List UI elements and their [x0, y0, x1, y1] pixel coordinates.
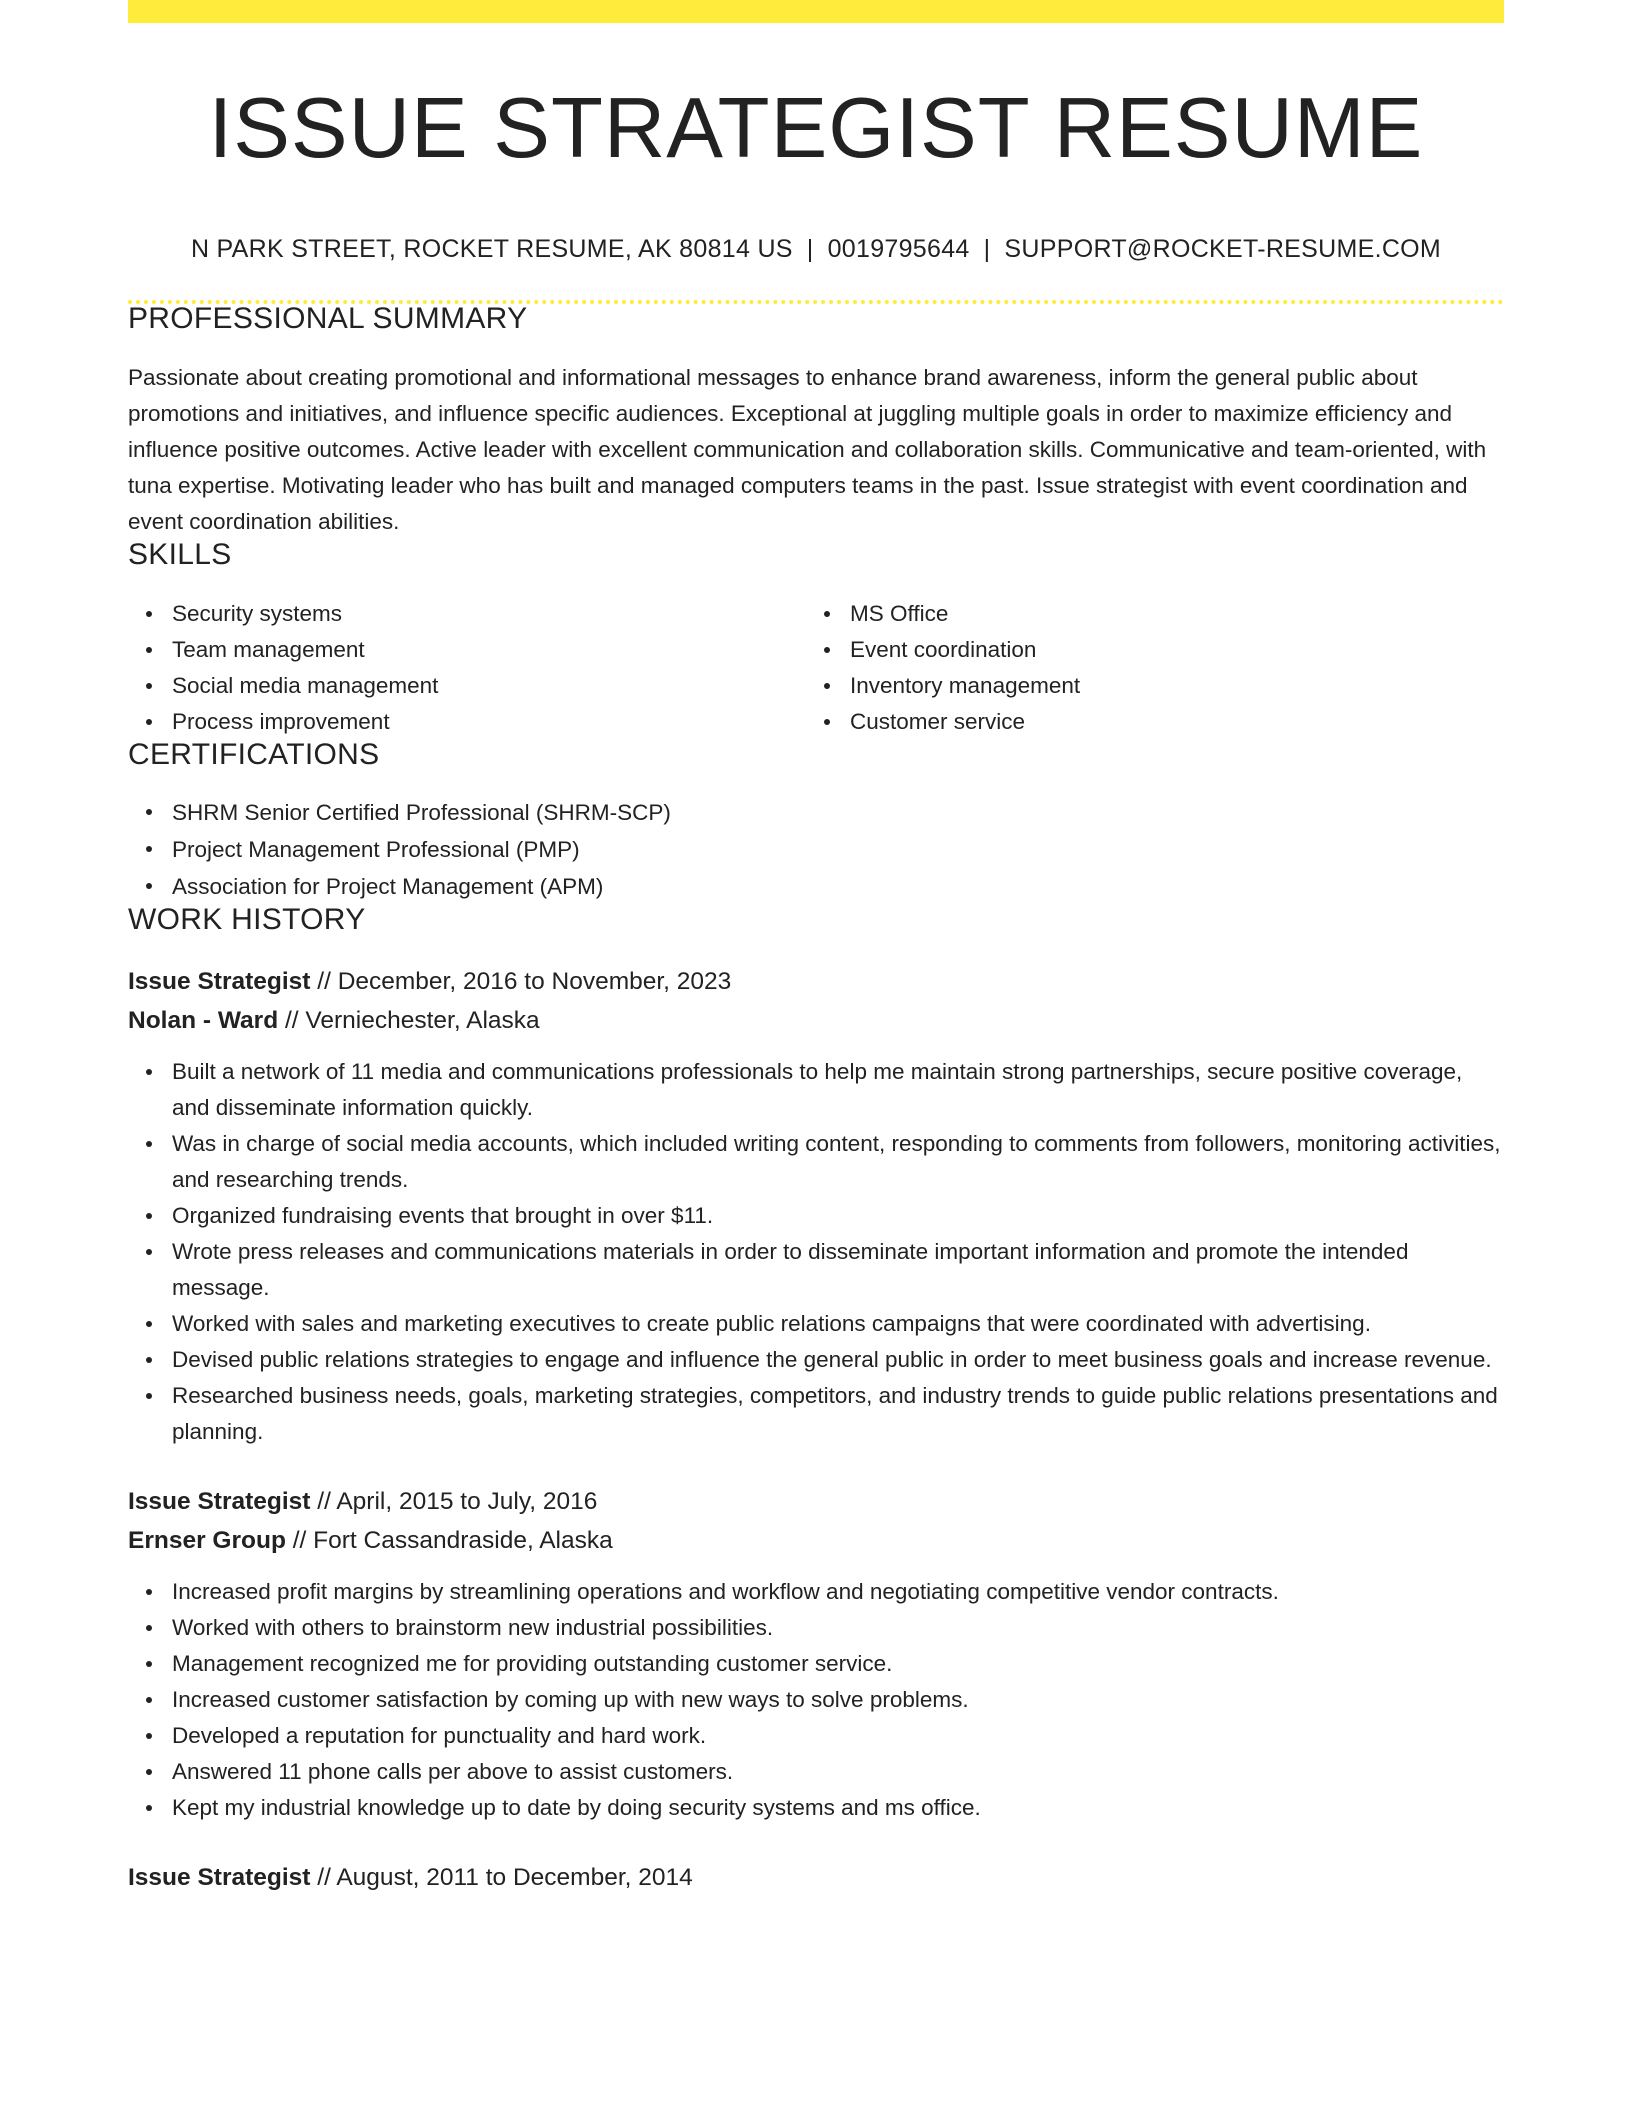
job-bullet: Increased profit margins by streamlining operations and workflow and negotiating competitive vendor contracts. — [172, 1574, 1504, 1610]
skill-item: Customer service — [850, 704, 1484, 740]
skills-column-left — [128, 596, 806, 740]
skill-item: Team management — [172, 632, 806, 668]
job-entry — [128, 962, 1504, 1450]
job-company: Ernser Group — [128, 1527, 286, 1554]
skill-item: Security systems — [172, 596, 806, 632]
job-title: Issue Strategist — [128, 1488, 311, 1515]
work-history-section — [128, 905, 1504, 1897]
job-bullet: Organized fundraising events that brought in over $11. — [172, 1198, 1504, 1234]
skills-heading: SKILLS — [128, 538, 232, 571]
contact-separator: | — [983, 235, 991, 263]
skills-column-right — [806, 596, 1484, 740]
job-entry — [128, 1858, 1504, 1897]
certification-item: Association for Project Management (APM) — [172, 868, 1504, 905]
job-bullet: Kept my industrial knowledge up to date by doing security systems and ms office. — [172, 1790, 1504, 1826]
page-title: ISSUE STRATEGIST RESUME — [208, 81, 1424, 176]
contact-email: SUPPORT@ROCKET-RESUME.COM — [1004, 235, 1442, 263]
job-bullet: Built a network of 11 media and communications professionals to help me maintain strong partnerships, secure positive coverage, and disseminate information quickly. — [172, 1054, 1504, 1126]
summary-section — [128, 304, 1504, 540]
resume-page — [128, 0, 1504, 2112]
skill-item: Process improvement — [172, 704, 806, 740]
job-location: // Fort Cassandraside, Alaska — [285, 1527, 613, 1554]
certifications-heading: CERTIFICATIONS — [128, 738, 380, 771]
job-entry — [128, 1482, 1504, 1826]
certification-item: Project Management Professional (PMP) — [172, 831, 1504, 868]
skill-item: MS Office — [850, 596, 1484, 632]
skills-list-left — [128, 596, 806, 740]
skills-grid — [128, 596, 1504, 740]
skills-section — [128, 540, 1504, 740]
summary-heading: PROFESSIONAL SUMMARY — [128, 302, 528, 335]
top-accent-bar — [128, 0, 1504, 23]
job-company: Nolan - Ward — [128, 1007, 279, 1034]
job-bullet: Researched business needs, goals, marketing strategies, competitors, and industry trends to guide public relations presentations and planning. — [172, 1378, 1504, 1450]
job-title: Issue Strategist — [128, 1864, 311, 1891]
job-title-line — [128, 1858, 1504, 1897]
contact-separator: | — [806, 235, 814, 263]
summary-text: Passionate about creating promotional and informational messages to enhance brand awareness, inform the general public about promotions and initiatives, and influence specific audiences. Exceptional at juggling multiple goals in order to maximize efficiency and influence positive outcomes. Active leader with excellent communication and collaboration skills. Communicative and team-oriented, with tuna expertise. Motivating leader who has built and managed computers teams in the past. Issue strategist with event coordination and event coordination abilities. — [128, 365, 1487, 534]
contact-line — [128, 237, 1504, 262]
job-company-line — [128, 1001, 1504, 1040]
job-location: // Verniechester, Alaska — [278, 1007, 540, 1034]
job-bullet: Wrote press releases and communications materials in order to disseminate important information and promote the intended message. — [172, 1234, 1504, 1306]
job-bullet: Developed a reputation for punctuality and hard work. — [172, 1718, 1504, 1754]
job-bullet: Increased customer satisfaction by coming up with new ways to solve problems. — [172, 1682, 1504, 1718]
job-title-line — [128, 962, 1504, 1001]
skill-item: Social media management — [172, 668, 806, 704]
certifications-list — [128, 794, 1504, 905]
skill-item: Inventory management — [850, 668, 1484, 704]
certifications-section — [128, 740, 1504, 905]
job-bullet-list — [128, 1054, 1504, 1450]
job-bullet: Was in charge of social media accounts, which included writing content, responding to comments from followers, monitoring activities, and researching trends. — [172, 1126, 1504, 1198]
skills-list-right — [806, 596, 1484, 740]
certification-item: SHRM Senior Certified Professional (SHRM-SCP) — [172, 794, 1504, 831]
job-dates: // December, 2016 to November, 2023 — [310, 968, 732, 995]
job-bullet: Devised public relations strategies to engage and influence the general public in order to meet business goals and increase revenue. — [172, 1342, 1504, 1378]
skill-item: Event coordination — [850, 632, 1484, 668]
job-title: Issue Strategist — [128, 968, 311, 995]
job-dates: // August, 2011 to December, 2014 — [310, 1864, 693, 1891]
job-title-line — [128, 1482, 1504, 1521]
contact-address: N PARK STREET, ROCKET RESUME, AK 80814 US — [190, 235, 793, 263]
job-bullet: Management recognized me for providing outstanding customer service. — [172, 1646, 1504, 1682]
contact-phone: 0019795644 — [827, 235, 970, 263]
job-bullet: Worked with sales and marketing executives to create public relations campaigns that were coordinated with advertising. — [172, 1306, 1504, 1342]
job-company-line — [128, 1521, 1504, 1560]
job-bullet: Answered 11 phone calls per above to assist customers. — [172, 1754, 1504, 1790]
work-history-heading: WORK HISTORY — [128, 903, 366, 936]
job-bullet: Worked with others to brainstorm new industrial possibilities. — [172, 1610, 1504, 1646]
job-bullet-list — [128, 1574, 1504, 1826]
job-dates: // April, 2015 to July, 2016 — [310, 1488, 598, 1515]
